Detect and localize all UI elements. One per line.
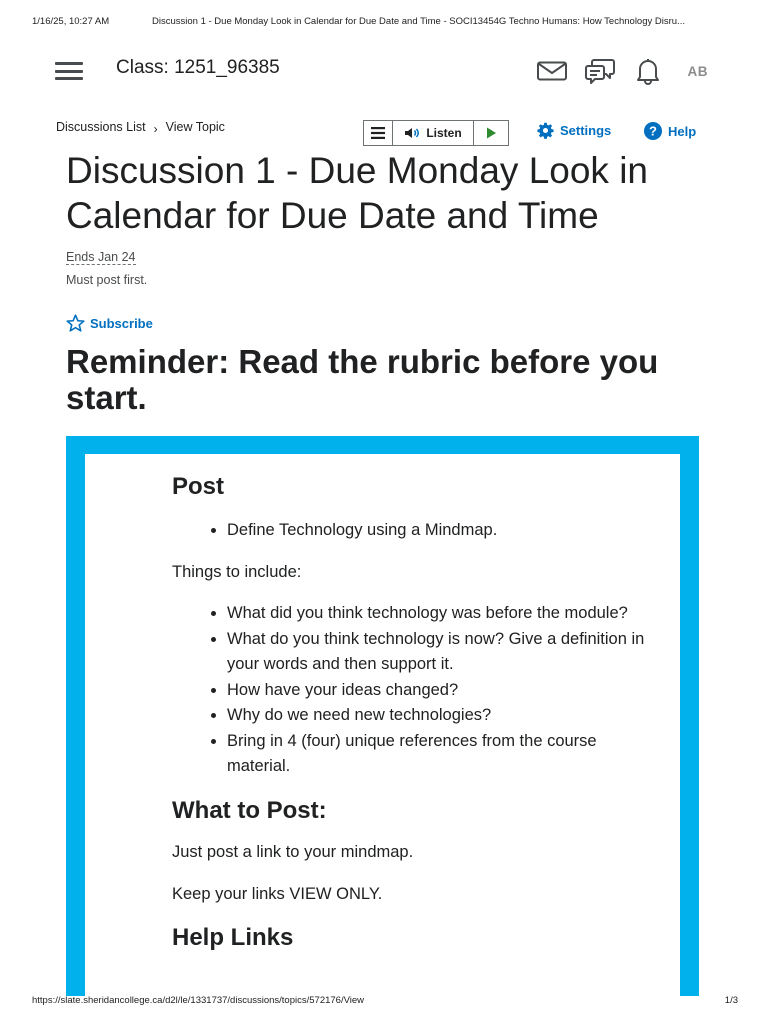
listen-label: Listen bbox=[426, 126, 462, 140]
list-item: • What did you think technology was before the module? bbox=[227, 601, 660, 627]
list-item: • Why do we need new technologies? bbox=[227, 703, 660, 729]
print-page-title: Discussion 1 - Due Monday Look in Calendar for Due Date and Time - SOCI13454G Techno Humans: How Technology Disru... bbox=[152, 16, 685, 27]
star-icon bbox=[66, 314, 85, 332]
settings-link[interactable] bbox=[537, 122, 611, 139]
subscribe-button[interactable] bbox=[66, 314, 153, 332]
print-url: https://slate.sheridancollege.ca/d2l/le/1331737/discussions/topics/572176/View bbox=[32, 995, 365, 1006]
content-body bbox=[85, 454, 680, 996]
print-datetime: 1/16/25, 10:27 AM bbox=[32, 16, 110, 27]
print-header bbox=[32, 16, 738, 27]
listen-menu-button[interactable] bbox=[364, 121, 393, 145]
help-links-heading: Help Links bbox=[172, 923, 294, 951]
list-item: • Bring in 4 (four) unique references from the course material. bbox=[227, 729, 660, 780]
help-icon bbox=[644, 122, 662, 140]
navbar bbox=[55, 56, 708, 86]
what-to-post-heading: What to Post: bbox=[172, 796, 327, 824]
reminder-heading: Reminder: Read the rubric before you start. bbox=[66, 343, 659, 416]
what-to-post-text: Just post a link to your mindmap. bbox=[172, 842, 414, 861]
settings-label: Settings bbox=[560, 123, 612, 138]
help-label: Help bbox=[668, 123, 697, 139]
include-label: Things to include: bbox=[172, 562, 302, 581]
breadcrumb-separator: › bbox=[153, 122, 158, 136]
play-icon bbox=[486, 127, 497, 139]
help-link[interactable] bbox=[644, 122, 696, 140]
speaker-icon bbox=[404, 127, 422, 139]
print-page-number: 1/3 bbox=[724, 995, 738, 1006]
topic-title: Discussion 1 - Due Monday Look in Calendar for Due Date and Time bbox=[66, 150, 649, 236]
listen-button[interactable] bbox=[393, 121, 473, 145]
breadcrumb-discussions-list[interactable]: Discussions List bbox=[56, 120, 146, 134]
gear-icon bbox=[537, 122, 554, 139]
breadcrumb bbox=[56, 120, 225, 134]
post-list bbox=[172, 518, 660, 544]
nav-icons bbox=[520, 56, 709, 86]
bell-icon[interactable] bbox=[632, 56, 664, 86]
mail-icon[interactable] bbox=[536, 56, 568, 86]
content-frame bbox=[66, 436, 699, 996]
menu-icon[interactable] bbox=[55, 62, 83, 80]
print-footer bbox=[32, 995, 738, 1006]
end-date: Ends Jan 24 bbox=[66, 250, 136, 264]
chat-icon[interactable] bbox=[584, 56, 616, 86]
list-item: • What do you think technology is now? Give a definition in your words and then support it. bbox=[227, 627, 660, 678]
view-only-note: Keep your links VIEW ONLY. bbox=[172, 885, 383, 903]
class-title[interactable]: Class: 1251_96385 bbox=[116, 57, 280, 78]
list-icon bbox=[371, 127, 385, 139]
include-list bbox=[172, 601, 660, 780]
readspeaker-bar bbox=[363, 120, 509, 146]
svg-text:?: ? bbox=[649, 123, 657, 139]
post-heading: Post bbox=[172, 473, 225, 500]
list-item: • How have your ideas changed? bbox=[227, 678, 660, 704]
breadcrumb-view-topic: View Topic bbox=[165, 120, 225, 134]
play-button[interactable] bbox=[473, 121, 508, 145]
post-restriction: Must post first. bbox=[66, 273, 148, 287]
subscribe-label: Subscribe bbox=[90, 315, 153, 331]
avatar[interactable]: AB bbox=[687, 63, 708, 79]
list-item: • Define Technology using a Mindmap. bbox=[227, 518, 660, 544]
